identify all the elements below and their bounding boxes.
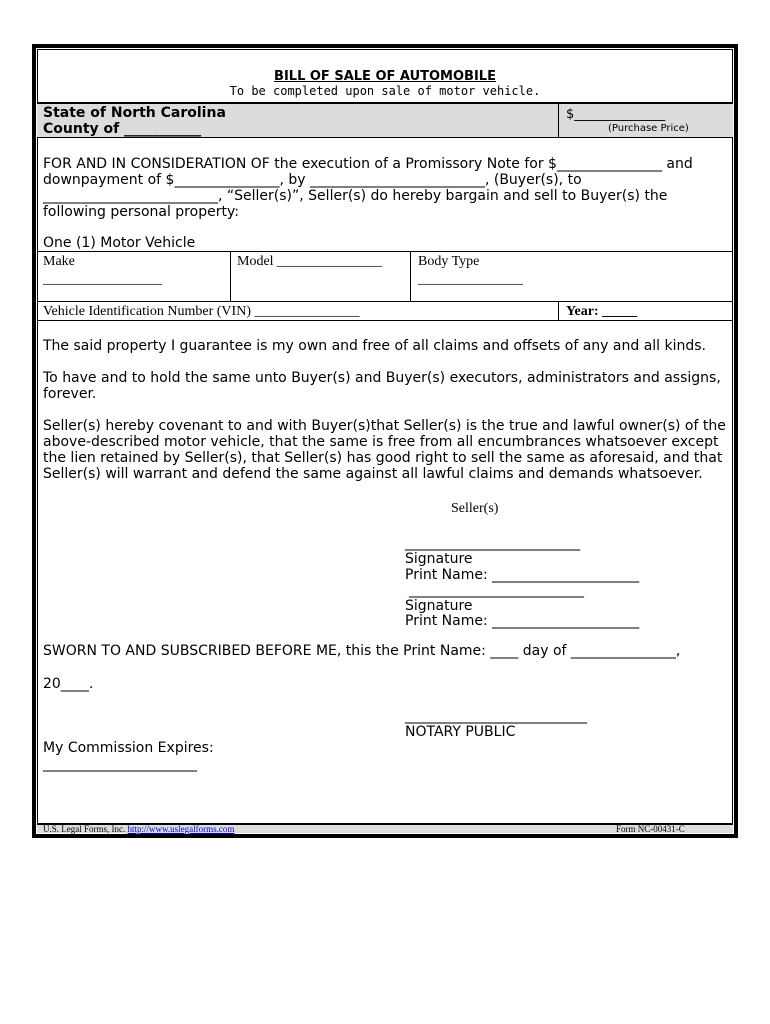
year-field[interactable]: Year: _____ — [566, 304, 638, 319]
signature-label-1: Signature — [405, 551, 473, 567]
guarantee-paragraph: The said property I guarantee is my own and free of all claims and offsets of any and all kinds. — [43, 338, 707, 354]
signature-line-1[interactable]: _________________________ — [405, 535, 580, 551]
vin-field[interactable]: Vehicle Identification Number (VIN) _______________ — [43, 304, 360, 319]
notary-signature-line[interactable]: __________________________ — [405, 708, 587, 724]
vin-year-divider — [558, 301, 559, 320]
consideration-line-1: FOR AND IN CONSIDERATION OF the execution of a Promissory Note for $_______________ and — [43, 156, 693, 172]
make-field[interactable]: _________________ — [43, 272, 162, 287]
band-divider — [558, 104, 559, 138]
vehicle-table-top — [37, 251, 733, 252]
form-title: BILL OF SALE OF AUTOMOBILE — [274, 69, 496, 84]
print-name-field-1[interactable]: Print Name: _____________________ — [405, 567, 640, 583]
year-blank[interactable]: 20____. — [43, 676, 94, 692]
have-and-hold-paragraph: To have and to hold the same unto Buyer(s) and Buyer(s) executors, administrators and assigns, forever. — [43, 370, 721, 402]
signature-line-2[interactable]: _________________________ — [409, 582, 584, 598]
notary-public-label: NOTARY PUBLIC — [405, 724, 516, 740]
model-field[interactable]: Model _______________ — [237, 254, 383, 269]
state-label: State of North Carolina — [43, 105, 226, 121]
body-type-label: Body Type — [418, 254, 480, 269]
county-label: County of ___________ — [43, 121, 202, 137]
purchase-price-field[interactable]: $______________ — [566, 107, 666, 122]
commission-expires-field[interactable]: ______________________ — [43, 756, 197, 772]
company-url-link[interactable]: http://www.uslegalforms.com — [127, 824, 235, 834]
vehicle-heading: One (1) Motor Vehicle — [43, 235, 196, 251]
consideration-line-3: _________________________, “Seller(s)”, Seller(s) do hereby bargain and sell to Buyer(s) the — [43, 188, 668, 204]
form-number: Form NC-00431-C — [616, 824, 685, 834]
commission-expires-label: My Commission Expires: — [43, 740, 214, 756]
consideration-line-2: downpayment of $_______________, by _________________________, (Buyer(s), to — [43, 172, 582, 188]
vehicle-col-divider-1 — [230, 251, 231, 301]
sellers-heading: Seller(s) — [451, 501, 499, 516]
signature-label-2: Signature — [405, 598, 473, 614]
consideration-line-4: following personal property: — [43, 204, 239, 220]
form-subtitle: To be completed upon sale of motor vehicle. — [229, 84, 541, 98]
sworn-statement: SWORN TO AND SUBSCRIBED BEFORE ME, this the Print Name: ____ day of _______________, — [43, 643, 681, 659]
covenant-paragraph: Seller(s) hereby covenant to and with Buyer(s)that Seller(s) is the true and lawful owner(s) of the above-described motor vehicle, that the same is free from all encumbrances whatsoever except the lien retained by Seller(s), that Seller(s) has good right to sell the same as aforesaid, and that Seller(s) will warrant and defend the same against all lawful claims and demands whatsoever. — [43, 418, 726, 482]
footer-company — [43, 824, 234, 834]
vehicle-table-mid — [37, 301, 733, 302]
print-name-field-2[interactable]: Print Name: _____________________ — [405, 613, 640, 629]
vehicle-col-divider-2 — [410, 251, 411, 301]
body-type-field[interactable]: _______________ — [418, 272, 523, 287]
make-label: Make — [43, 254, 75, 269]
vin-row-bottom — [37, 320, 733, 321]
purchase-price-label: (Purchase Price) — [608, 123, 689, 134]
company-name: U.S. Legal Forms, Inc. — [43, 824, 126, 834]
